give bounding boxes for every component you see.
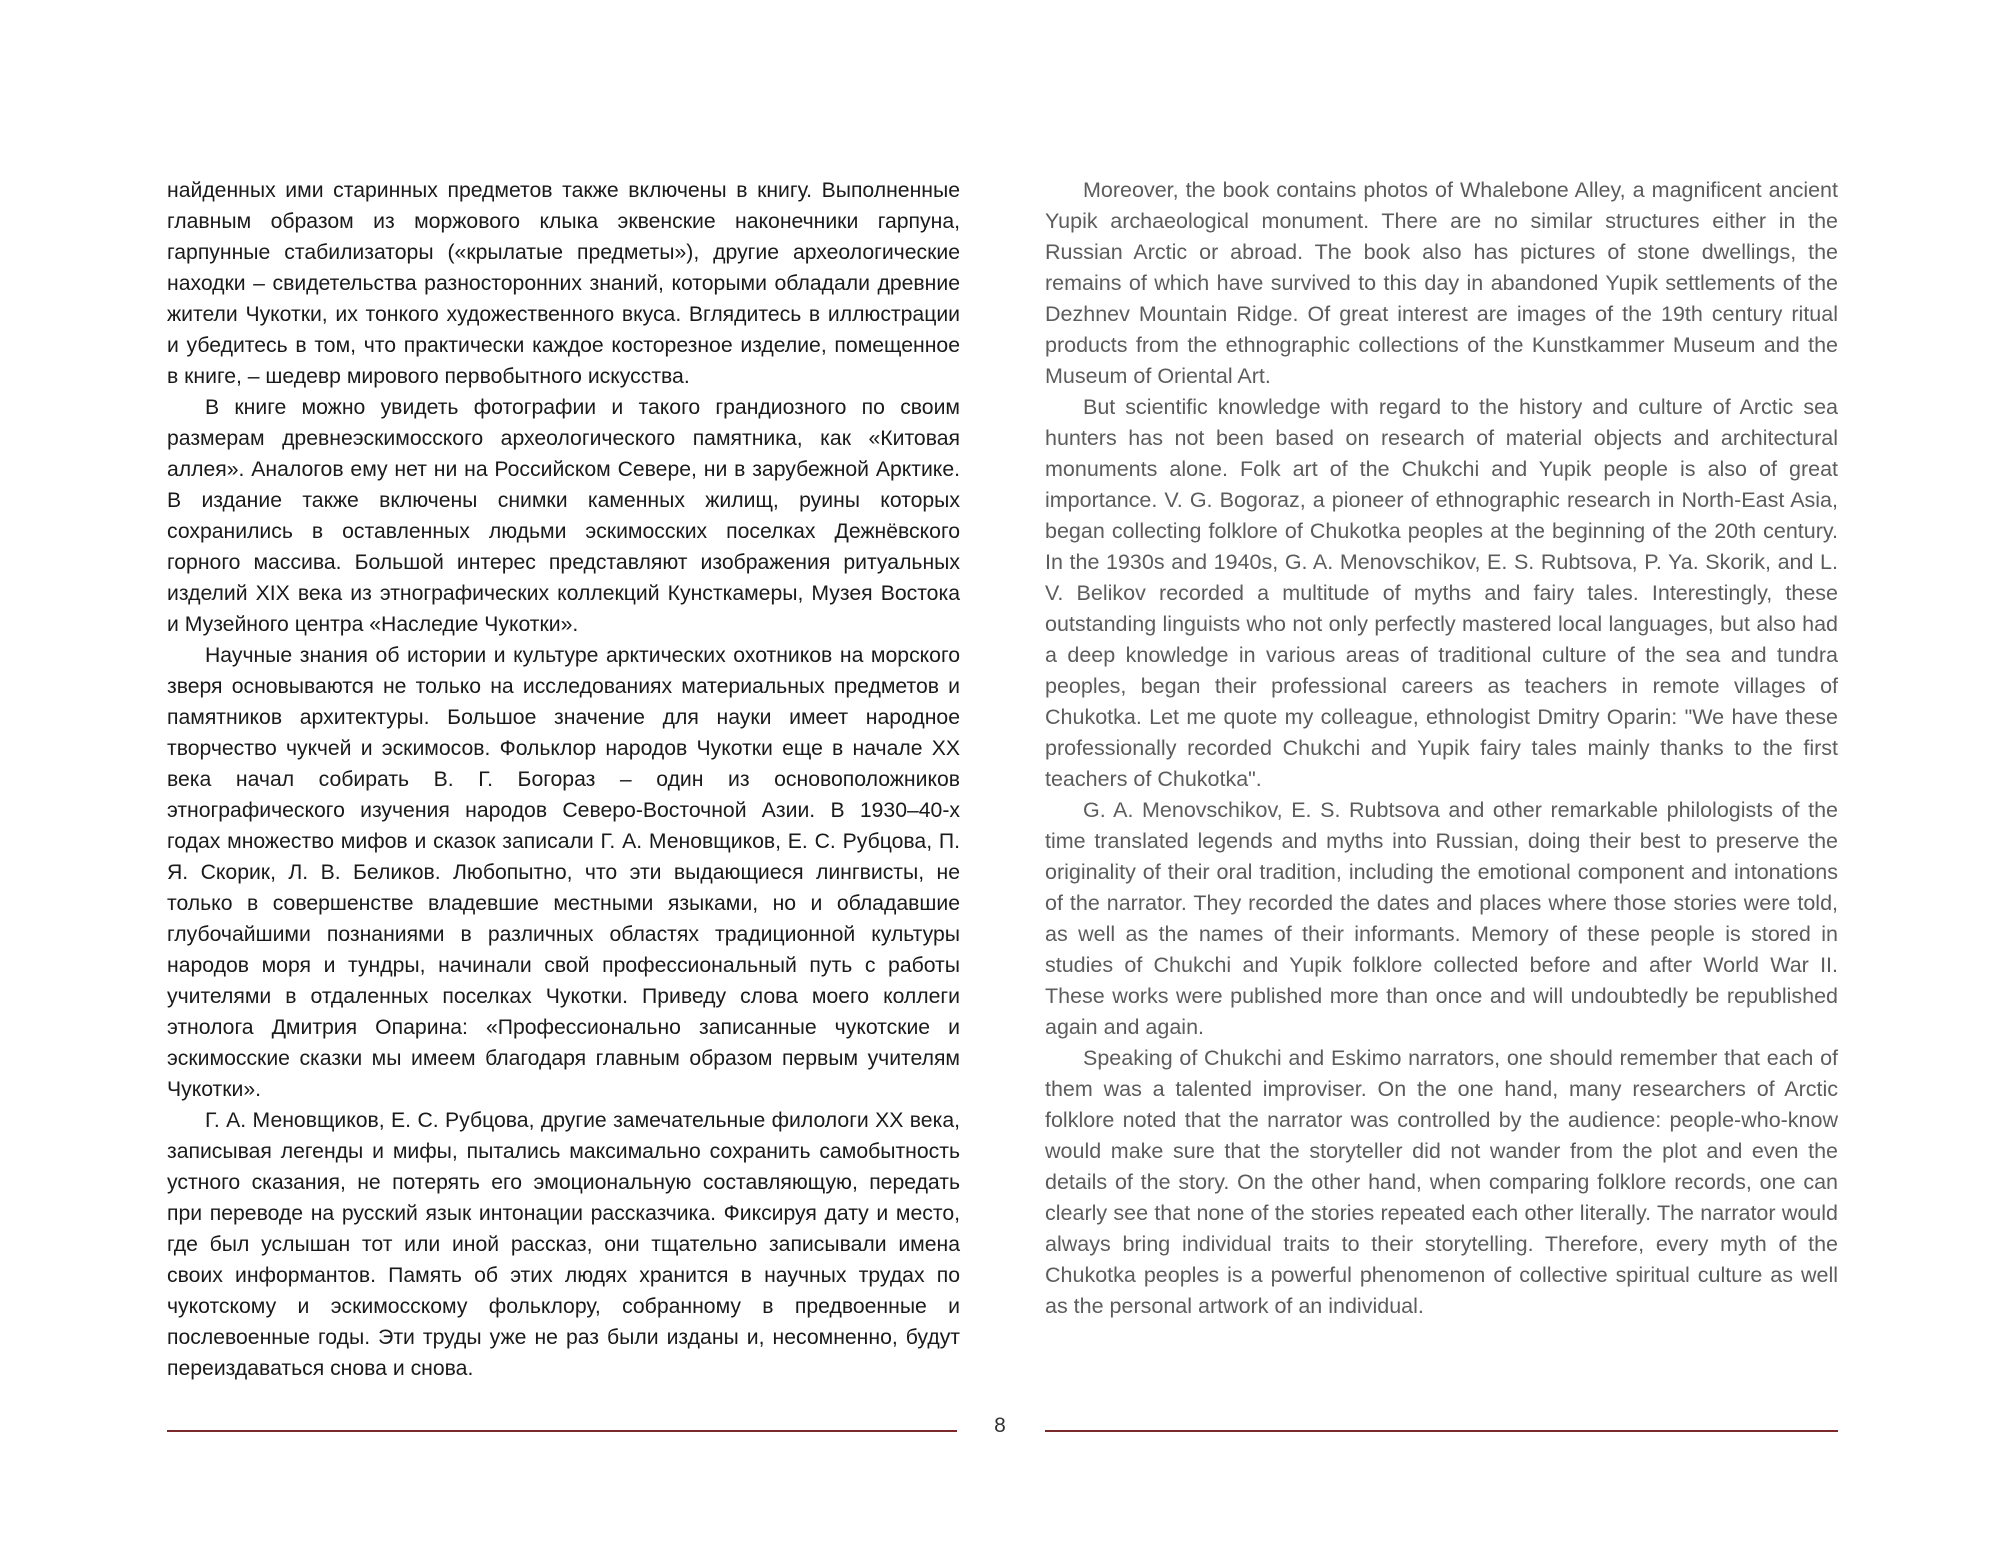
english-text-column (1045, 175, 1838, 1322)
russian-text-column (167, 175, 960, 1384)
ru-paragraph-2: В книге можно увидеть фотографии и такого грандиозного по своим размерам древнеэскимосского археологического памятника, как «Китовая аллея». Аналогов ему нет ни на Российском Севере, ни в зарубежной Арктике. В издание также включены снимки каменных жилищ, руины которых сохранились в оставленных людьми эскимосских поселках Дежнёвского горного массива. Большой интерес представляют изображения ритуальных изделий XIX века из этнографических коллекций Кунсткамеры, Музея Востока и Музейного центра «Наследие Чукотки». (167, 396, 960, 636)
ru-paragraph-3: Научные знания об истории и культуре арктических охотников на морского зверя основываются не только на исследованиях материальных предметов и памятников архитектуры. Большое значение для науки имеет народное творчество чукчей и эскимосов. Фольклор народов Чукотки еще в начале XX века начал собирать В. Г. Богораз – один из основоположников этнографического изучения народов Северо-Восточной Азии. В 1930–40-х годах множество мифов и сказок записали Г. А. Меновщиков, Е. С. Рубцова, П. Я. Скорик, Л. В. Беликов. Любопытно, что эти выдающиеся лингвисты, не только в совершенстве владевшие местными языками, но и обладавшие глубочайшими познаниями в различных областях традиционной культуры народов моря и тундры, начинали свой профессиональный путь с работы учителями в отдаленных поселках Чукотки. Приведу слова моего коллеги этнолога Дмитрия Опарина: «Профессионально записанные чукотские и эскимосские сказки мы имеем благодаря главным образом первым учителям Чукотки». (167, 644, 960, 1101)
en-paragraph-2: But scientific knowledge with regard to the history and culture of Arctic sea hunters has not been based on research of material objects and architectural monuments alone. Folk art of the Chukchi and Yupik people is also of great importance. V. G. Bogoraz, a pioneer of ethnographic research in North-East Asia, began collecting folklore of Chukotka peoples at the beginning of the 20th century. In the 1930s and 1940s, G. A. Menovschikov, E. S. Rubtsova, P. Ya. Skorik, and L. V. Belikov recorded a multitude of myths and fairy tales. Interestingly, these outstanding linguists who not only perfectly mastered local languages, but also had a deep knowledge in various areas of traditional culture of the sea and tundra peoples, began their professional careers as teachers in remote villages of Chukotka. Let me quote my colleague, ethnologist Dmitry Oparin: "We have these professionally recorded Chukchi and Yupik fairy tales mainly thanks to the first teachers of Chukotka". (1045, 395, 1838, 791)
en-paragraph-3: G. A. Menovschikov, E. S. Rubtsova and other remarkable philologists of the time translated legends and myths into Russian, doing their best to preserve the originality of their oral tradition, including the emotional component and intonations of the narrator. They recorded the dates and places where those stories were told, as well as the names of their informants. Memory of these people is stored in studies of Chukchi and Yupik folklore collected before and after World War II. These works were published more than once and will undoubtedly be republished again and again. (1045, 798, 1838, 1039)
page-number: 8 (994, 1414, 1006, 1437)
ru-paragraph-4: Г. А. Меновщиков, Е. С. Рубцова, другие замечательные филологи XX века, записывая легенды и мифы, пытались максимально сохранить самобытность устного сказания, не потерять его эмоциональную составляющую, передать при переводе на русский язык интонации рассказчика. Фиксируя дату и место, где был услышан тот или иной рассказ, они тщательно записывали имена своих информантов. Память об этих людях хранится в научных трудах по чукотскому и эскимосскому фольклору, собранному в предвоенные и послевоенные годы. Эти труды уже не раз были изданы и, несомненно, будут переиздаваться снова и снова. (167, 1109, 960, 1380)
en-paragraph-4: Speaking of Chukchi and Eskimo narrators, one should remember that each of them was a talented improviser. On the one hand, many researchers of Arctic folklore noted that the narrator was controlled by the audience: people-who-know would make sure that the storyteller did not wander from the plot and even the details of the story. On the other hand, when comparing folklore records, one can clearly see that none of the stories repeated each other literally. The narrator would always bring individual traits to their storytelling. Therefore, every myth of the Chukotka peoples is a powerful phenomenon of collective spiritual culture as well as the personal artwork of an individual. (1045, 1046, 1838, 1318)
footer-rule-right (1045, 1430, 1838, 1432)
footer-rule-left (167, 1430, 957, 1432)
ru-paragraph-1: найденных ими старинных предметов также включены в книгу. Выполненные главным образом из моржового клыка эквенские наконечники гарпуна, гарпунные стабилизаторы («крылатые предметы»), другие археологические находки – свидетельства разносторонних знаний, которыми обладали древние жители Чукотки, их тонкого художественного вкуса. Вглядитесь в иллюстрации и убедитесь в том, что практически каждое косторезное изделие, помещенное в книге, – шедевр мирового первобытного искусства. (167, 179, 960, 388)
en-paragraph-1: Moreover, the book contains photos of Whalebone Alley, a magnificent ancient Yupik archaeological monument. There are no similar structures either in the Russian Arctic or abroad. The book also has pictures of stone dwellings, the remains of which have survived to this day in abandoned Yupik settlements of the Dezhnev Mountain Ridge. Of great interest are images of the 19th century ritual products from the ethnographic collections of the Kunstkammer Museum and the Museum of Oriental Art. (1045, 178, 1838, 388)
